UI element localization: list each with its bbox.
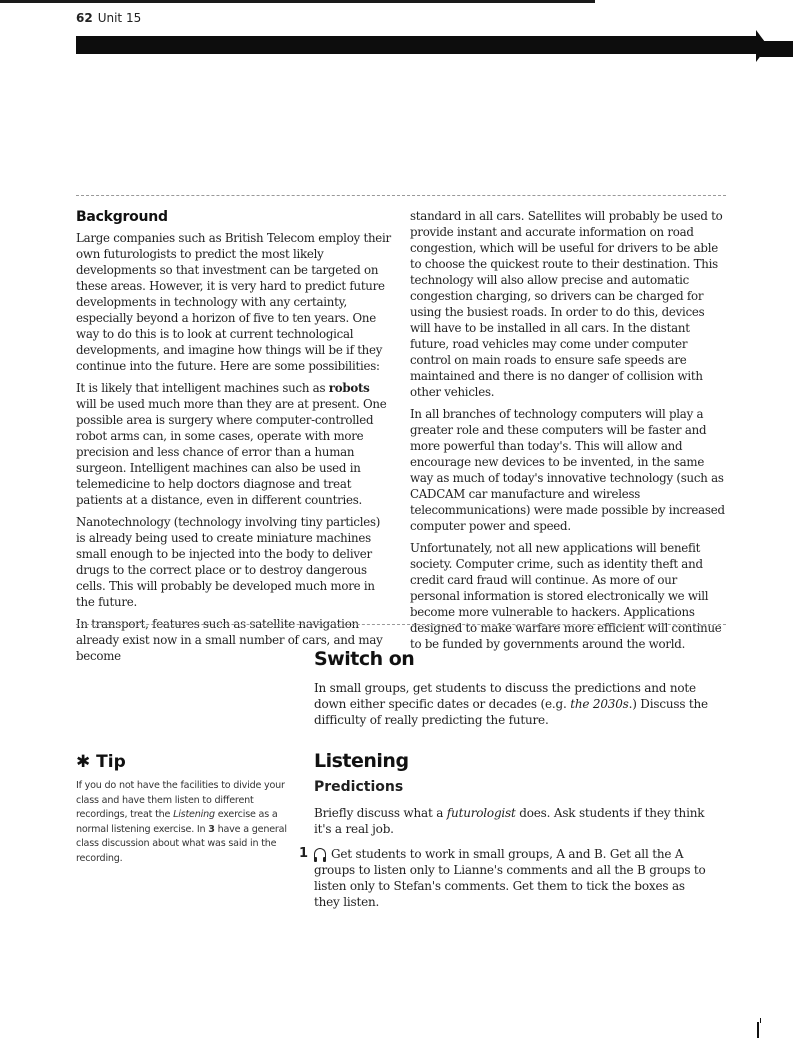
- divider-bottom: [76, 624, 726, 625]
- background-paragraph-3: Nanotechnology (technology involving tiny particles) is already being used to create miniature machines small enough to be injected into the body to deliver drugs to the correct place or to destroy dangerous cells. This will probably be developed much more in the future.: [76, 515, 381, 609]
- switch-on-text: In small groups, get students to discuss the predictions and note down either specific dates or decades (e.g. the 2030s.) Discuss the difficulty of really predicting the future.: [314, 681, 708, 727]
- background-heading: Background: [76, 209, 168, 225]
- headphones-icon: [314, 848, 326, 859]
- listening-intro: Briefly discuss what a futurologist does. Ask students if they think it's a real job.: [314, 806, 705, 836]
- exercise-number: 1: [299, 846, 309, 861]
- header-bar-tail: [760, 41, 793, 57]
- switch-on-heading: Switch on: [314, 648, 415, 670]
- background-paragraph-7: Unfortunately, not all new applications will benefit society. Computer crime, such as identity theft and credit card fraud will continue. As more of our personal information is stored electronically we will become more vulnerable to hackers. Applications designed to make warfare more efficient will continue to be funded by governments around the world.: [410, 541, 722, 651]
- header-black-bar: [76, 36, 760, 54]
- background-paragraph-2: It is likely that intelligent machines such as robots will be used much more than they are at present. One possible area is surgery where computer-controlled robot arms can, in some cases, operate with more precision and less chance of error than a human surgeon. Intelligent machines can also be used in telemedicine to help doctors diagnose and treat patients at a distance, even in different countries.: [76, 381, 387, 507]
- tip-text: If you do not have the facilities to divide your class and have them listen to different recordings, treat the Listening exercise as a normal listening exercise. In 3 have a general class discussion about what was said in the recording.: [76, 780, 287, 864]
- margin-mark: [757, 1022, 759, 1038]
- page-header: [76, 11, 141, 25]
- unit-label: Unit 15: [97, 11, 142, 25]
- exercise-1-text: Get students to work in small groups, A and B. Get all the A groups to listen only to Lianne's comments and all the B groups to listen only to Stefan's comments. Get them to tick the boxes as they listen.: [314, 847, 706, 909]
- background-column-left: [76, 208, 392, 670]
- listening-heading: Listening: [314, 750, 409, 772]
- divider-top: [76, 195, 726, 196]
- page-number: 62: [76, 11, 93, 25]
- tip-heading: ✱ Tip: [76, 752, 126, 772]
- predictions-subheading: Predictions: [314, 779, 404, 795]
- top-edge-line: [0, 0, 595, 3]
- robots-term: robots: [328, 381, 370, 395]
- background-paragraph-6: In all branches of technology computers will play a greater role and these computers will be faster and more powerful than today's. This will allow and encourage new devices to be invented, in the same way as much of today's innovative technology (such as CADCAM car manufacture and wireless telecommunications) were made possible by increased computer power and speed.: [410, 407, 725, 533]
- background-paragraph-4: In transport, features such as satellite navigation already exist now in a small number of cars, and may become: [76, 617, 383, 663]
- background-paragraph-5: standard in all cars. Satellites will probably be used to provide instant and accurate information on road congestion, which will be useful for drivers to be able to choose the quickest route to their destination. This technology will also allow precise and automatic congestion charging, so drivers can be charged for using the busiest roads. In order to do this, devices will have to be installed in all cars. In the distant future, road vehicles may come under computer control on main roads to ensure safe speeds are maintained and there is no danger of collision with other vehicles.: [410, 209, 723, 399]
- background-paragraph-1: Large companies such as British Telecom employ their own futurologists to predict the most likely developments so that investment can be targeted on these areas. However, it is very hard to predict future developments in technology with any certainty, especially beyond a horizon of five to ten years. One way to do this is to look at current technological developments, and imagine how things will be if they continue into the future. Here are some possibilities:: [76, 231, 391, 373]
- margin-tick: [760, 1018, 761, 1023]
- background-column-right: [410, 208, 728, 658]
